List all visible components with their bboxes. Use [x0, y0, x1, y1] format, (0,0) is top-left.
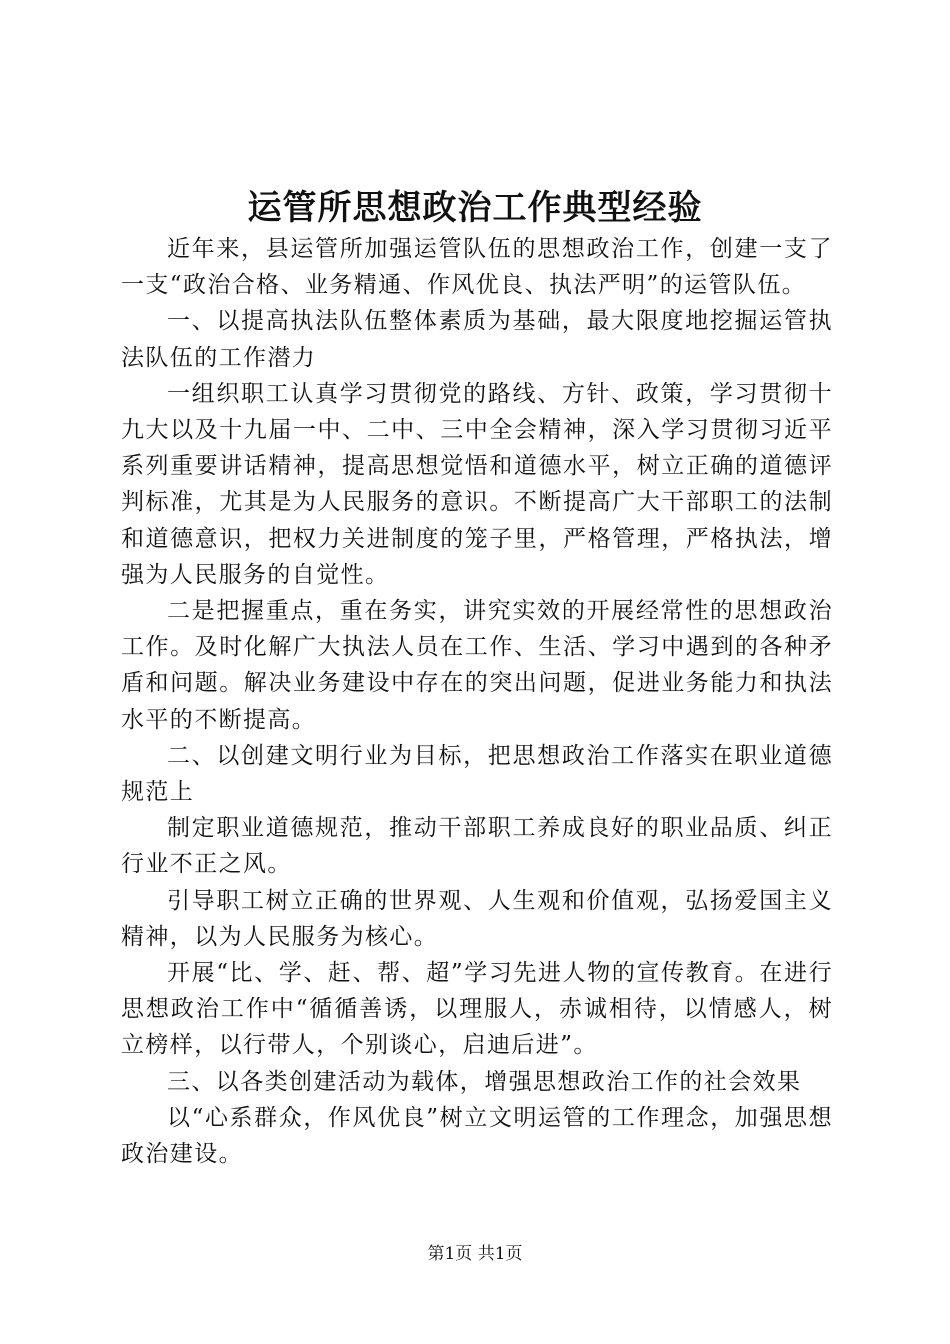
- paragraph: 一组织职工认真学习贯彻党的路线、方针、政策，学习贯彻十九大以及十九届一中、二中、三中全会精神，深入学习贯彻习近平系列重要讲话精神，提高思想觉悟和道德水平，树立正确的道德评判标准，尤其是为人民服务的意识。不断提高广大干部职工的法制和道德意识，把权力关进制度的笼子里，严格管理，严格执法，增强为人民服务的自觉性。: [121, 380, 833, 588]
- paragraph: 二是把握重点，重在务实，讲究实效的开展经常性的思想政治工作。及时化解广大执法人员在工作、生活、学习中遇到的各种矛盾和问题。解决业务建设中存在的突出问题，促进业务能力和执法水平的不断提高。: [121, 598, 833, 733]
- document-title: 运管所思想政治工作典型经验: [247, 188, 703, 228]
- paragraph: 引导职工树立正确的世界观、人生观和价值观，弘扬爱国主义精神，以为人民服务为核心。: [121, 887, 833, 950]
- document-body: [121, 231, 833, 1172]
- paragraph: 开展“比、学、赶、帮、超”学习先进人物的宣传教育。在进行思想政治工作中“循循善诱，以理服人，赤诚相待，以情感人，树立榜样，以行带人，个别谈心，启迪后进”。: [121, 960, 833, 1059]
- section-heading: 一、以提高执法队伍整体素质为基础，最大限度地挖掘运管执法队伍的工作潜力: [121, 308, 833, 371]
- section-heading: 二、以创建文明行业为目标，把思想政治工作落实在职业道德规范上: [121, 742, 833, 806]
- paragraph: 以“心系群众，作风优良”树立文明运管的工作理念，加强思想政治建设。: [121, 1104, 833, 1168]
- paragraph: 近年来，县运管所加强运管队伍的思想政治工作，创建一支了一支“政治合格、业务精通、作风优良、执法严明”的运管队伍。: [121, 236, 833, 299]
- section-heading: 三、以各类创建活动为载体，增强思想政治工作的社会效果: [167, 1068, 802, 1095]
- paragraph: 制定职业道德规范，推动干部职工养成良好的职业品质、纠正行业不正之风。: [121, 815, 833, 878]
- page-footer: 第1页 共1页: [427, 1244, 523, 1264]
